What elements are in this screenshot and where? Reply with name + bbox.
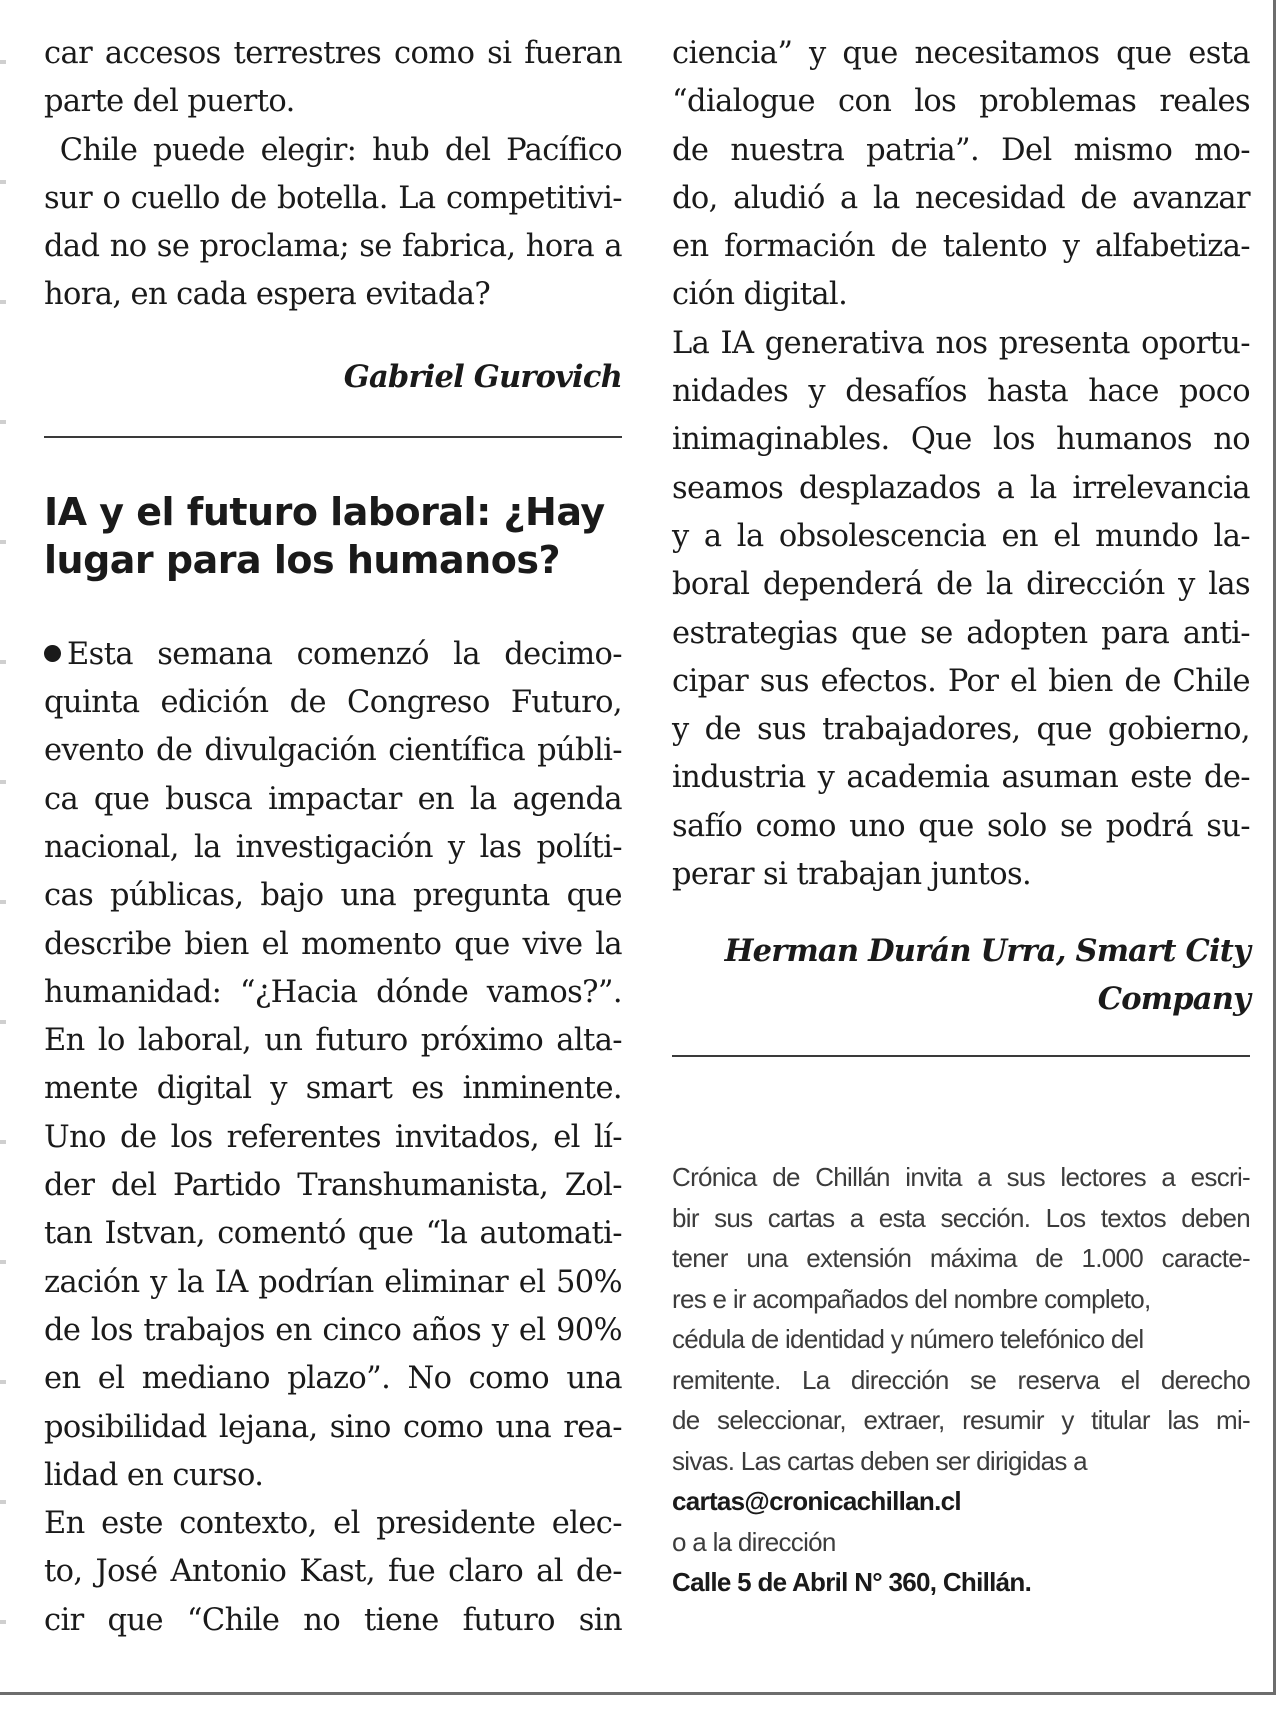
text-line: en el mediano plazo”. No como una xyxy=(44,1361,622,1397)
text-line: industria y academia asuman este de- xyxy=(672,760,1250,796)
letter1-signature: Gabriel Gurovich xyxy=(343,358,622,395)
text-line: to, José Antonio Kast, fue claro al de- xyxy=(44,1554,622,1590)
text-line: hora, en cada espera evitada? xyxy=(44,277,491,313)
right-border-rule xyxy=(1273,0,1276,1694)
text-line: sur o cuello de botella. La competitivi- xyxy=(44,180,622,216)
text-line: En este contexto, el presidente elec- xyxy=(44,1506,622,1542)
text-line: seamos desplazados a la irrelevancia xyxy=(672,470,1250,506)
bottom-border-rule xyxy=(0,1692,1276,1695)
notice-line: bir sus cartas a esta sección. Los textos deben xyxy=(672,1202,1250,1233)
editorial-notice xyxy=(672,1157,1250,1603)
text-line: cir que “Chile no tiene futuro sin xyxy=(44,1602,622,1638)
text-line: boral dependerá de la dirección y las xyxy=(672,567,1250,603)
headline-line: lugar para los humanos? xyxy=(44,537,560,582)
letter2-body xyxy=(44,631,622,1645)
notice-line: sivas. Las cartas deben ser dirigidas a xyxy=(672,1445,1087,1476)
text-line: ción digital. xyxy=(672,277,848,313)
text-line: car accesos terrestres como si fueran xyxy=(44,36,622,71)
text-line: nacional, la investigación y las políti- xyxy=(44,829,622,865)
text-line: posibilidad lejana, sino como una rea- xyxy=(44,1409,622,1445)
bullet-icon xyxy=(44,645,61,662)
text-line: Esta semana comenzó la decimo- xyxy=(67,636,622,672)
signature-line: Herman Durán Urra, Smart City xyxy=(724,933,1250,970)
text-line: der del Partido Transhumanista, Zol- xyxy=(44,1168,622,1204)
text-line: mente digital y smart es inminente. xyxy=(44,1071,622,1107)
section-divider xyxy=(672,1055,1250,1057)
notice-email-link[interactable]: cartas@cronicachillan.cl xyxy=(672,1486,961,1517)
text-line: lidad en curso. xyxy=(44,1457,264,1493)
text-line: describe bien el momento que vive la xyxy=(44,926,622,962)
text-line: safío como uno que solo se podrá su- xyxy=(672,808,1250,844)
notice-line: res e ir acompañados del nombre completo, xyxy=(672,1283,1151,1314)
text-line: tan Istvan, comentó que “la automati- xyxy=(44,1216,622,1252)
notice-line: cédula de identidad y número telefónico del xyxy=(672,1324,1144,1355)
text-line: inimaginables. Que los humanos no xyxy=(672,422,1250,458)
right-column xyxy=(672,30,1250,1603)
letter1-tail xyxy=(44,30,622,320)
text-line: zación y la IA podrían eliminar el 50% xyxy=(44,1264,622,1300)
text-line: perar si trabajan juntos. xyxy=(672,857,1032,893)
text-line: do, aludió a la necesidad de avanzar xyxy=(672,180,1250,216)
text-line: La IA generativa nos presenta oportu- xyxy=(672,325,1250,361)
text-line: evento de divulgación científica públi- xyxy=(44,733,622,769)
text-line: nidades y desafíos hasta hace poco xyxy=(672,374,1250,410)
text-line: quinta edición de Congreso Futuro, xyxy=(44,685,622,721)
text-line: cas públicas, bajo una pregunta que xyxy=(44,878,622,914)
notice-line: Crónica de Chillán invita a sus lectores a escri- xyxy=(672,1162,1250,1193)
headline-line: IA y el futuro laboral: ¿Hay xyxy=(44,489,605,534)
text-line: de nuestra patria”. Del mismo mo- xyxy=(672,132,1250,168)
notice-address: Calle 5 de Abril N° 360, Chillán. xyxy=(672,1567,1032,1598)
section-divider xyxy=(44,436,622,438)
letter2-continued xyxy=(672,30,1250,899)
text-line: y a la obsolescencia en el mundo la- xyxy=(672,518,1250,554)
text-line: y de sus trabajadores, que gobierno, xyxy=(672,712,1250,748)
text-line: humanidad: “¿Hacia dónde vamos?”. xyxy=(44,974,622,1010)
text-line: “dialogue con los problemas reales xyxy=(672,84,1250,120)
text-line: cipar sus efectos. Por el bien de Chile xyxy=(672,663,1250,699)
text-line: En lo laboral, un futuro próximo alta- xyxy=(44,1023,622,1059)
text-line: ciencia” y que necesitamos que esta xyxy=(672,36,1250,71)
text-line: Chile puede elegir: hub del Pacífico xyxy=(44,132,622,168)
letter2-headline xyxy=(44,488,622,584)
notice-line: remitente. La dirección se reserva el derecho xyxy=(672,1364,1250,1395)
notice-line: o a la dirección xyxy=(672,1526,836,1557)
text-line: estrategias que se adopten para anti- xyxy=(672,615,1250,651)
letter2-signature xyxy=(672,927,1250,1023)
text-line: de los trabajos en cinco años y el 90% xyxy=(44,1312,622,1348)
page-edge xyxy=(0,0,6,1712)
notice-line: de seleccionar, extraer, resumir y titular las mi- xyxy=(672,1405,1250,1436)
text-line: dad no se proclama; se fabrica, hora a xyxy=(44,229,622,265)
text-line: en formación de talento y alfabetiza- xyxy=(672,229,1250,265)
text-line: parte del puerto. xyxy=(44,84,295,120)
signature-line: Company xyxy=(1097,981,1250,1018)
left-column xyxy=(44,30,622,1645)
text-line-first xyxy=(44,631,622,679)
notice-line: tener una extensión máxima de 1.000 caracte- xyxy=(672,1243,1250,1274)
text-line: ca que busca impactar en la agenda xyxy=(44,781,622,817)
text-line: Uno de los referentes invitados, el lí- xyxy=(44,1119,622,1155)
